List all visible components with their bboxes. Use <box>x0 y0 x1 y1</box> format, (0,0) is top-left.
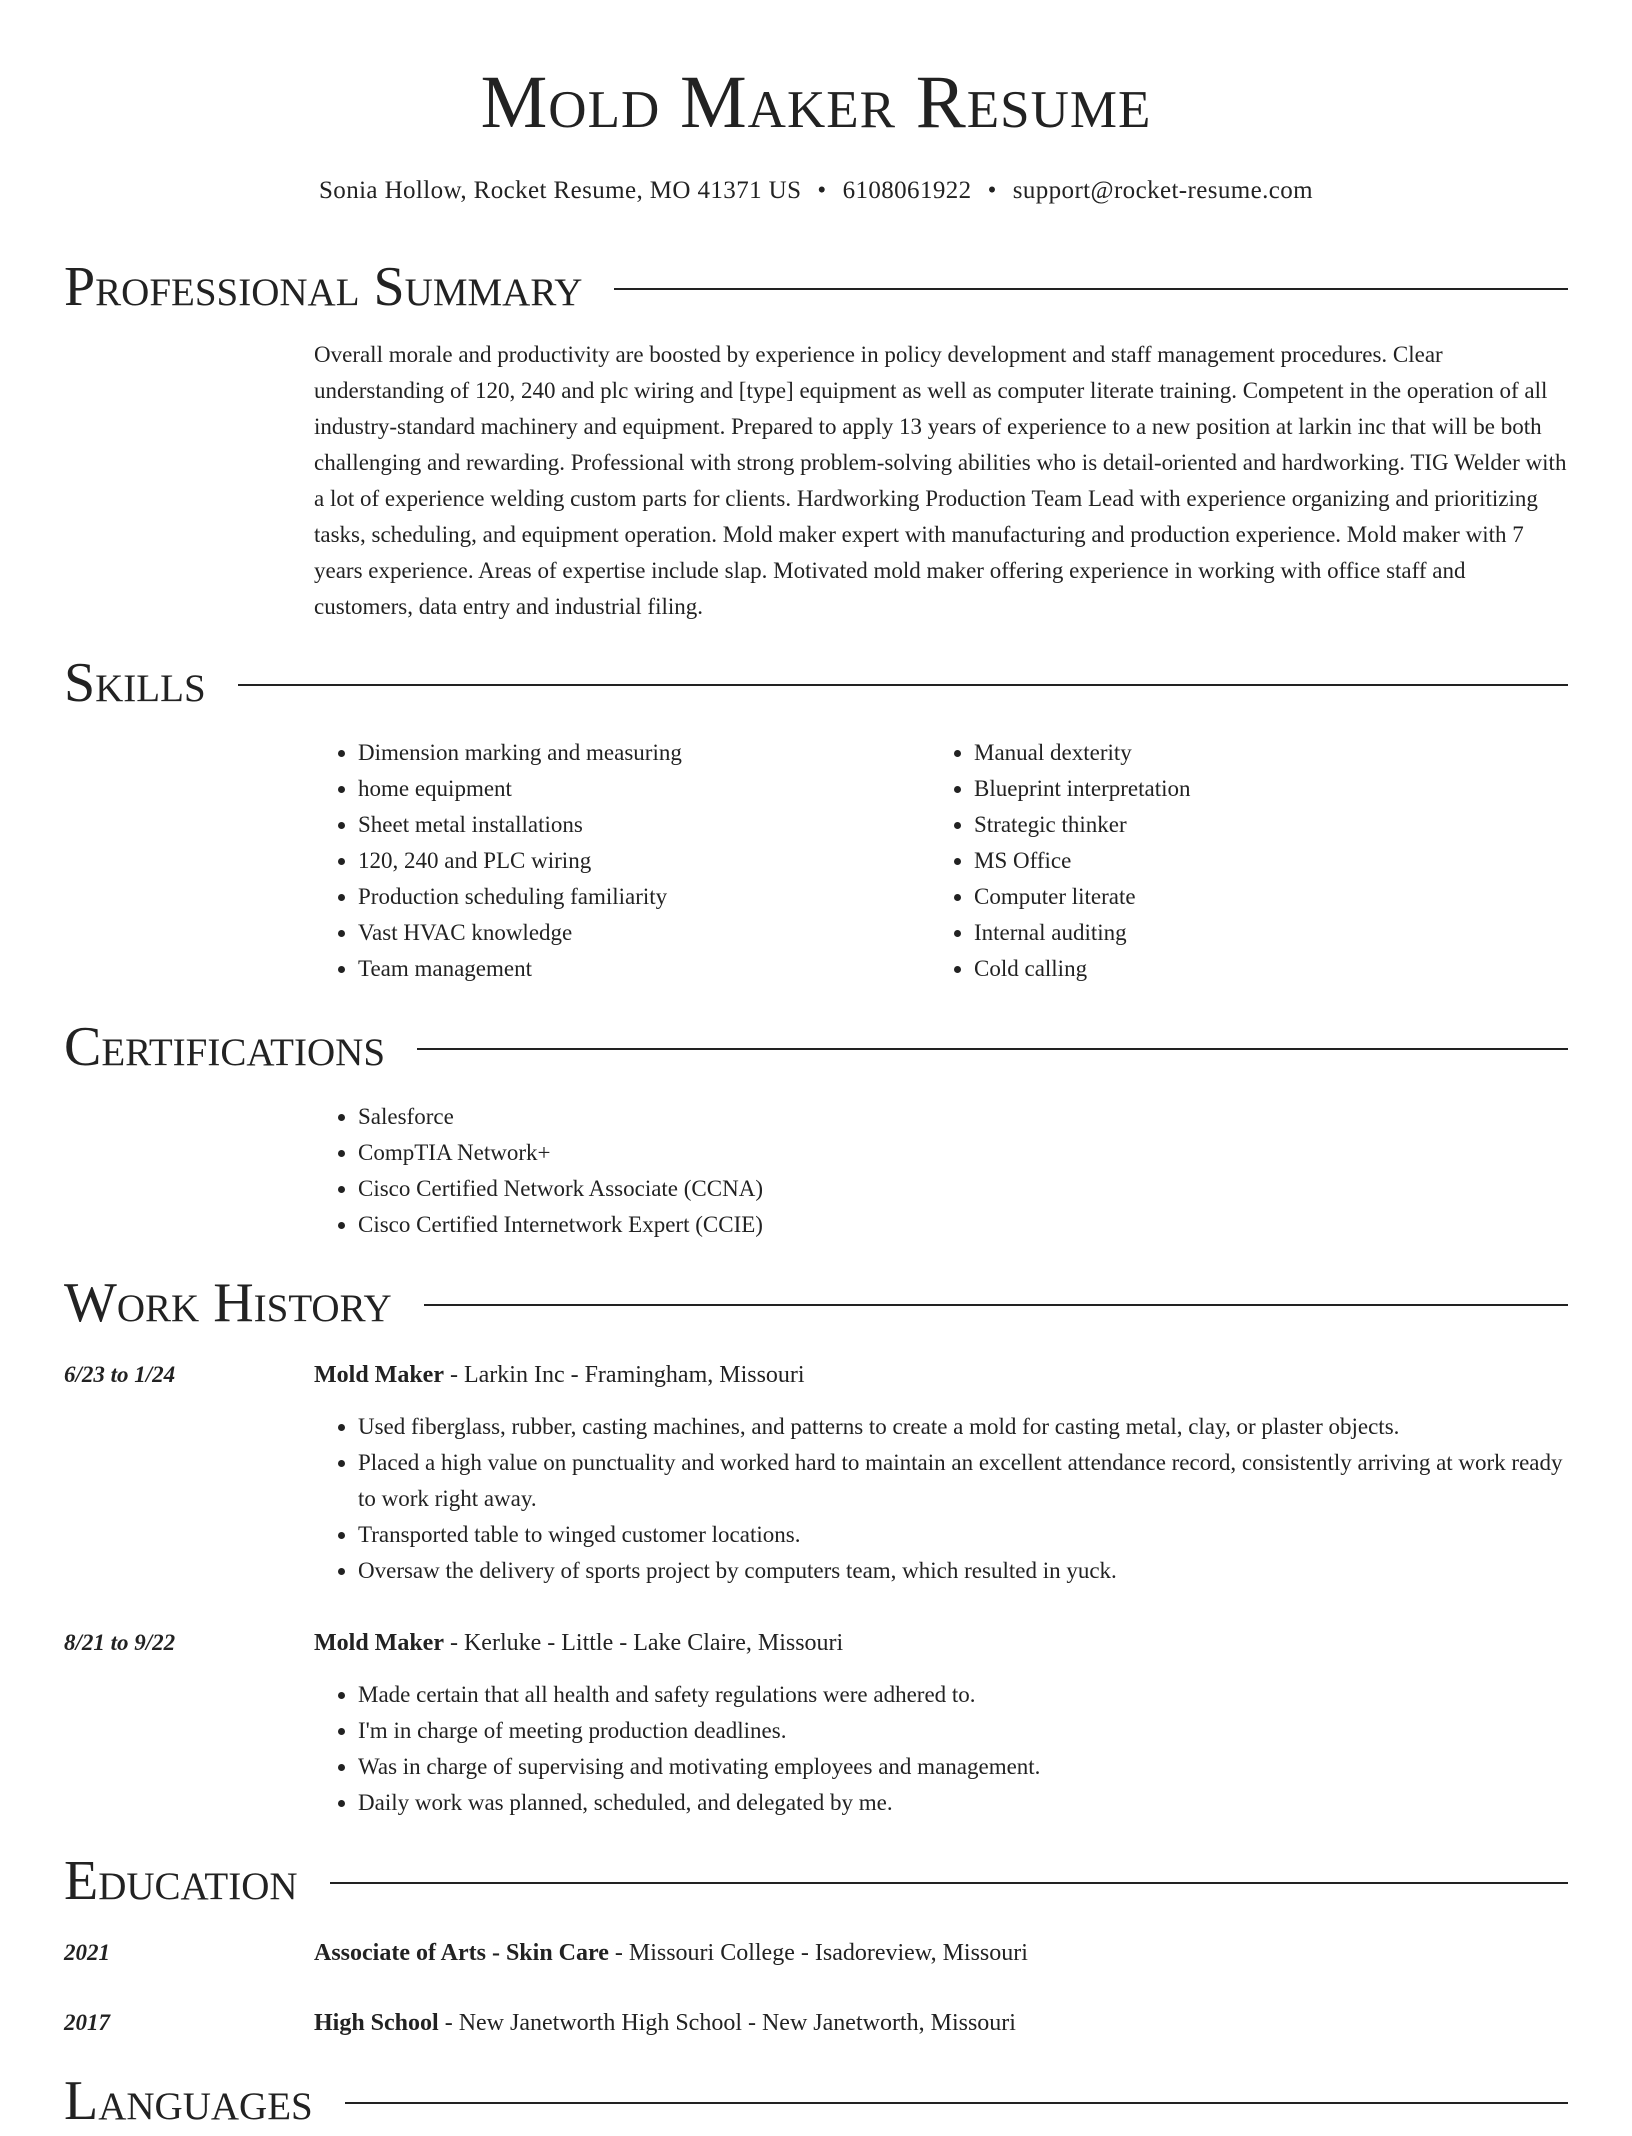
skill-item: • home equipment <box>358 771 914 807</box>
work-details: - Kerluke - Little - Lake Claire, Missouri <box>443 1630 844 1656</box>
skill-item: • MS Office <box>974 843 1530 879</box>
education-entry <box>314 1935 1568 1971</box>
section-divider <box>238 684 1568 686</box>
education-year: 2021 <box>64 1940 110 1965</box>
section-heading-skills <box>64 648 1568 718</box>
education-degree: Associate of Arts - Skin Care <box>314 1940 609 1966</box>
section-divider <box>417 1048 1568 1050</box>
work-bullet: • I'm in charge of meeting production deadlines. <box>358 1713 1568 1749</box>
work-bullet: • Made certain that all health and safety regulations were adhered to. <box>358 1677 1568 1713</box>
section-title-summary: Professional Summary <box>64 256 583 318</box>
certification-item: • Cisco Certified Internetwork Expert (CCIE) <box>358 1207 1568 1243</box>
certification-item: • Salesforce <box>358 1099 1568 1135</box>
certification-item: • CompTIA Network+ <box>358 1135 1568 1171</box>
work-title <box>314 1625 1568 1661</box>
skill-item: • Internal auditing <box>974 915 1530 951</box>
work-dates: 6/23 to 1/24 <box>64 1362 176 1387</box>
skills-column-right <box>930 735 1530 987</box>
work-title <box>314 1357 1568 1393</box>
contact-separator: • <box>987 177 997 204</box>
skill-item: • Blueprint interpretation <box>974 771 1530 807</box>
work-bullet: • Daily work was planned, scheduled, and delegated by me. <box>358 1785 1568 1821</box>
certification-item: • Cisco Certified Network Associate (CCNA) <box>358 1171 1568 1207</box>
section-divider <box>330 1882 1568 1884</box>
skill-item: • Strategic thinker <box>974 807 1530 843</box>
contact-address: Sonia Hollow, Rocket Resume, MO 41371 US <box>318 177 802 204</box>
section-title-languages: Languages <box>64 2070 313 2132</box>
skill-item: • Production scheduling familiarity <box>358 879 914 915</box>
work-bullets <box>314 1409 1568 1589</box>
education-details: - Missouri College - Isadoreview, Missouri <box>608 1940 1028 1966</box>
work-bullet: • Was in charge of supervising and motivating employees and management. <box>358 1749 1568 1785</box>
work-bullet: • Oversaw the delivery of sports project by computers team, which resulted in yuck. <box>358 1553 1568 1589</box>
work-dates: 8/21 to 9/22 <box>64 1630 176 1655</box>
contact-email: support@rocket-resume.com <box>1012 177 1314 204</box>
skill-item: • Vast HVAC knowledge <box>358 915 914 951</box>
section-title-education: Education <box>64 1850 298 1912</box>
skill-item: • Team management <box>358 951 914 987</box>
skill-item: • Manual dexterity <box>974 735 1530 771</box>
work-details: - Larkin Inc - Framingham, Missouri <box>443 1362 805 1388</box>
work-bullet: • Placed a high value on punctuality and worked hard to maintain an excellent attendance record, consistently arriving at work ready to work right away. <box>358 1445 1568 1517</box>
section-divider <box>614 288 1568 290</box>
resume-title: Mold Maker Resume <box>480 61 1152 144</box>
section-heading-work <box>64 1268 1568 1338</box>
section-heading-certifications <box>64 1012 1568 1082</box>
skill-item: • 120, 240 and PLC wiring <box>358 843 914 879</box>
section-heading-summary <box>64 252 1568 322</box>
section-title-certifications: Certifications <box>64 1016 386 1078</box>
section-title-work: Work History <box>64 1272 392 1334</box>
education-year: 2017 <box>64 2010 110 2035</box>
skills-column-left <box>314 735 914 987</box>
section-divider <box>424 1304 1568 1306</box>
work-entry <box>314 1625 1568 1821</box>
skills-block <box>314 735 1568 995</box>
skill-item: • Sheet metal installations <box>358 807 914 843</box>
work-bullet: • Transported table to winged customer locations. <box>358 1517 1568 1553</box>
skill-item: • Dimension marking and measuring <box>358 735 914 771</box>
contact-line <box>64 174 1568 208</box>
skill-item: • Computer literate <box>974 879 1530 915</box>
education-entry <box>314 2005 1568 2041</box>
section-heading-languages <box>64 2066 1568 2136</box>
contact-phone: 6108061922 <box>842 177 972 204</box>
education-details: - New Janetworth High School - New Janetworth, Missouri <box>438 2010 1016 2036</box>
summary-text: Overall morale and productivity are boosted by experience in policy development and staff management procedures. Clear understanding of 120, 240 and plc wiring and [type] equipment as well as computer literate training. Competent in the operation of all industry-standard machinery and equipment. Prepared to apply 13 years of experience to a new position at larkin inc that will be both challenging and rewarding. Professional with strong problem-solving abilities who is detail-oriented and hardworking. TIG Welder with a lot of experience welding custom parts for clients. Hardworking Production Team Lead with experience organizing and prioritizing tasks, scheduling, and equipment operation. Mold maker expert with manufacturing and production experience. Mold maker with 7 years experience. Areas of expertise include slap. Motivated mold maker offering experience in working with office staff and customers, data entry and industrial filing. <box>314 342 1567 619</box>
section-divider <box>345 2102 1568 2104</box>
work-entry <box>314 1357 1568 1589</box>
section-title-skills: Skills <box>64 652 206 714</box>
education-degree: High School <box>314 2010 439 2036</box>
contact-separator: • <box>817 177 827 204</box>
work-role: Mold Maker <box>314 1630 444 1656</box>
education-title <box>314 2005 1568 2041</box>
summary-block <box>314 337 1568 625</box>
work-bullets <box>314 1677 1568 1821</box>
section-heading-education <box>64 1846 1568 1916</box>
certifications-block <box>314 1099 1568 1243</box>
work-bullet: • Used fiberglass, rubber, casting machines, and patterns to create a mold for casting metal, clay, or plaster objects. <box>358 1409 1568 1445</box>
skill-item: • Cold calling <box>974 951 1530 987</box>
education-title <box>314 1935 1568 1971</box>
work-role: Mold Maker <box>314 1362 444 1388</box>
